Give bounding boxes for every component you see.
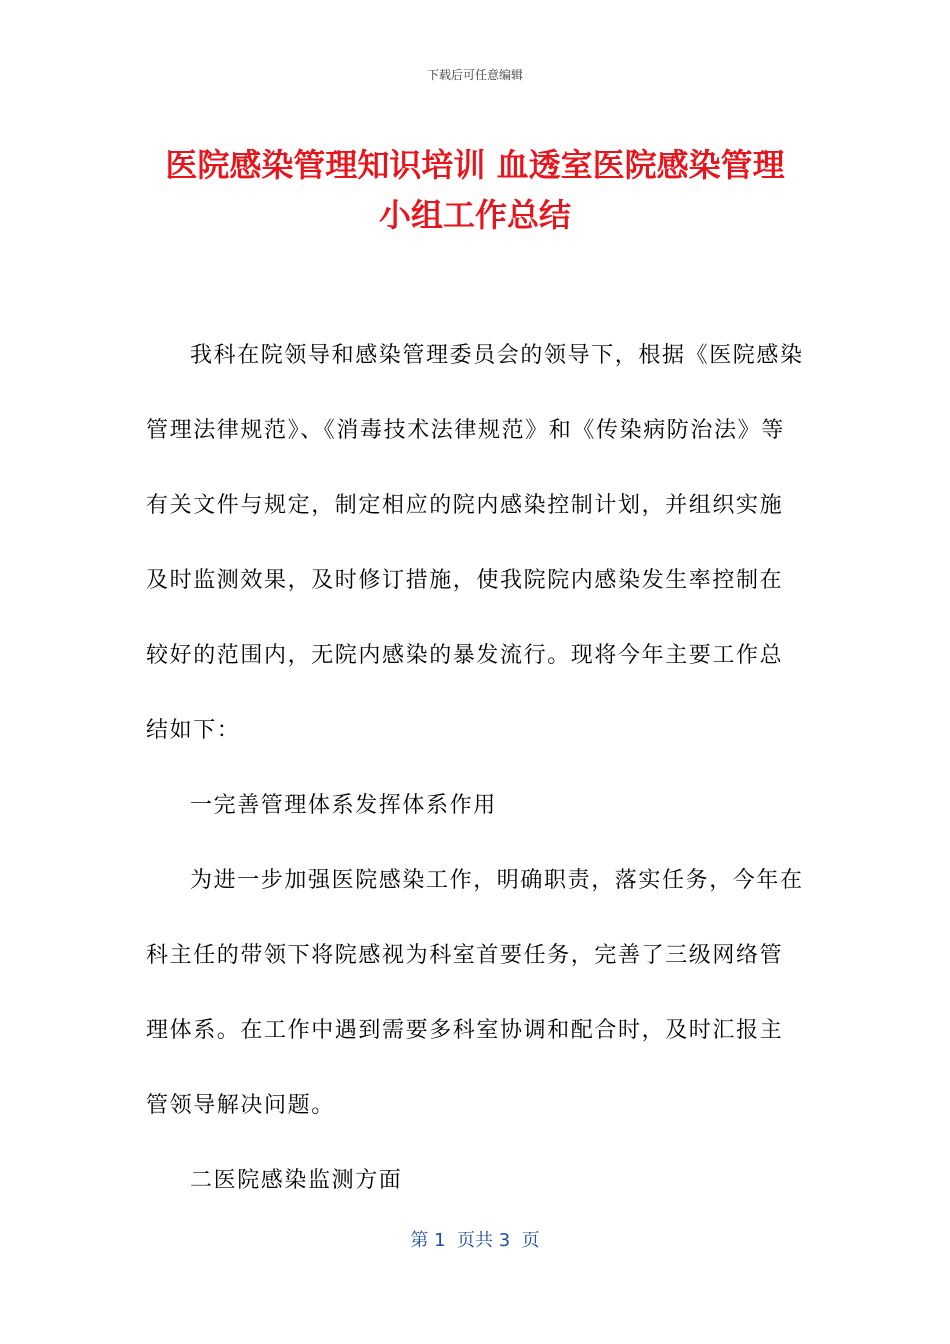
paragraph-intro: 我科在院领导和感染管理委员会的领导下，根据《医院感染管理法律规范》、《消毒技术法律规范》和《传染病防治法》等有关文件与规定，制定相应的院内感染控制计划，并组织实施及时监测效果，及时修订措施，使我院院内感染发生率控制在较好的范围内，无院内感染的暴发流行。现将今年主要工作总结如下：: [146, 343, 804, 743]
section-heading-1: 一完善管理体系发挥体系作用: [190, 793, 497, 818]
section-heading-2: 二医院感染监测方面: [190, 1168, 403, 1193]
document-title: [130, 140, 820, 240]
title-line-1: 医院感染管理知识培训 血透室医院感染管理: [165, 146, 785, 184]
header-note: 下载后可任意编辑: [426, 68, 523, 82]
document-body: [146, 318, 806, 1218]
page-number-footer: 第 1 页共 3 页: [410, 1230, 540, 1251]
paragraph-section-1: 为进一步加强医院感染工作，明确职责，落实任务，今年在科主任的带领下将院感视为科室首要任务，完善了三级网络管理体系。在工作中遇到需要多科室协调和配合时，及时汇报主管领导解决问题。: [146, 868, 804, 1118]
title-line-2: 小组工作总结: [378, 196, 571, 234]
